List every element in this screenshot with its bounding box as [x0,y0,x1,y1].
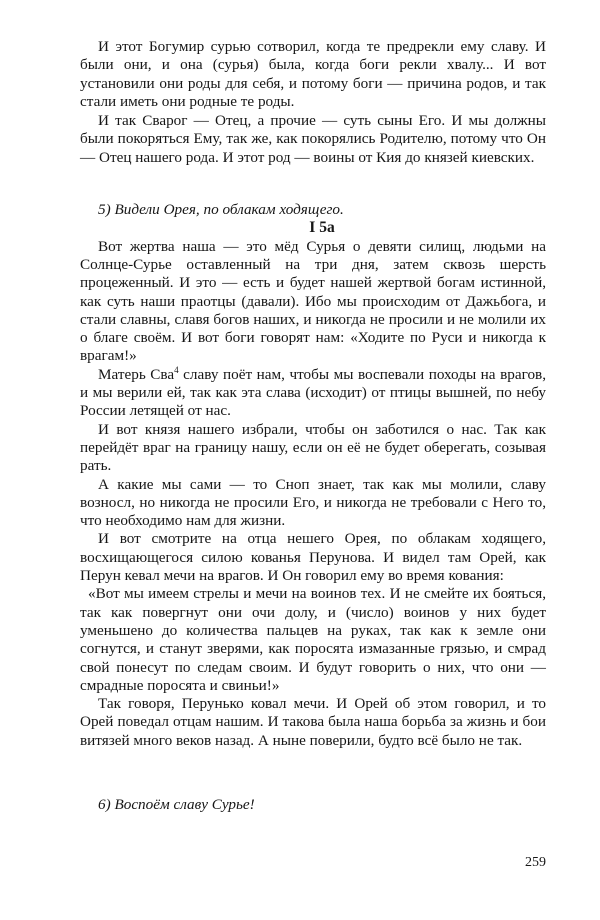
footnote-mark: 4 [174,364,179,375]
paragraph-svarog: И так Сварог — Отец, а прочие — суть сыны Его. И мы должны были покоряться Ему, так же, как покорялись Родителю, потому что Он — Отец нашего рода. И этот род — воины от Кия до князей киевских. [80,112,546,166]
paragraph-orey: И вот смотрите на отца нешего Орея, по облакам ходящего, восхищающегося силою кованья Перунова. И видел там Орей, как Перун кевал мечи на врагов. И Он говорил ему во время кования: [80,530,546,585]
paragraph-perunko: Так говоря, Перунько ковал мечи. И Орей об этом говорил, и то Орей поведал отцам нашим. И такова была наша борьба за жизнь и бои витязей много веков назад. А ныне поверили, будто всё было не так. [80,695,546,749]
page-body [80,38,546,814]
paragraph-vot-zhertva: Вот жертва наша — это мёд Сурья о девяти силищ, людьми на Солнце-Сурье оставленный на три дня, затем сквозь шерсть процеженный. И это — есть и будет нашей жертвой богам истинной, как суть наши праотцы (давали). Ибо мы происходим от Дажьбога, и стали славны, славя богов наших, и никогда не просили и не молили их о благе своём. И вот боги говорят нам: «Ходите по Руси и никогда к врагам!» [80,237,546,365]
paragraph-knyaz: И вот князя нашего избрали, чтобы он заботился о нас. Так как перейдёт враг на границу нашу, если он её не будет оберегать, созывая рать. [80,420,546,475]
chapter-title: I 5а [309,219,335,237]
page-number: 259 [525,855,546,870]
paragraph-mater-sva [80,366,546,421]
section-heading-6: 6) Воспоём славу Сурье! [98,795,255,813]
mater-sva-text-before: Матерь Сва [98,365,175,383]
section-heading-5: 5) Видели Орея, по облакам ходящего. [98,201,344,219]
quote-perun: «Вот мы имеем стрелы и мечи на воинов тех. И не смейте их бояться, так как повергнут они очи долу, и (число) воинов у них будет уменьшено до количества пальцев на руках, так как к земле они согнутся, и станут зверями, как поросята измазанные грязью, и смрад свой понесут по следам своим. И будут говорить о них, что они — смрадные поросята и свиньи!» [80,585,546,694]
paragraph-snop: А какие мы сами — то Сноп знает, так как мы молили, славу возносл, но никогда не просили Его, и никогда не требовали с Него то, что необходимо нам для жизни. [80,475,546,530]
mater-sva-text-after: славу поёт нам, чтобы мы воспевали походы на врагов, и мы верили ей, так как эта слава (исходит) от птицы вышней, по небу России летящей от нас. [80,365,547,420]
paragraph-bogumir: И этот Богумир сурью сотворил, когда те предрекли ему славу. И были они, и она (сурья) была, когда боги рекли хвалу... И вот установили они роды для себя, и потому боги — причина родов, и так стали иметь они родные те роды. [80,38,546,110]
